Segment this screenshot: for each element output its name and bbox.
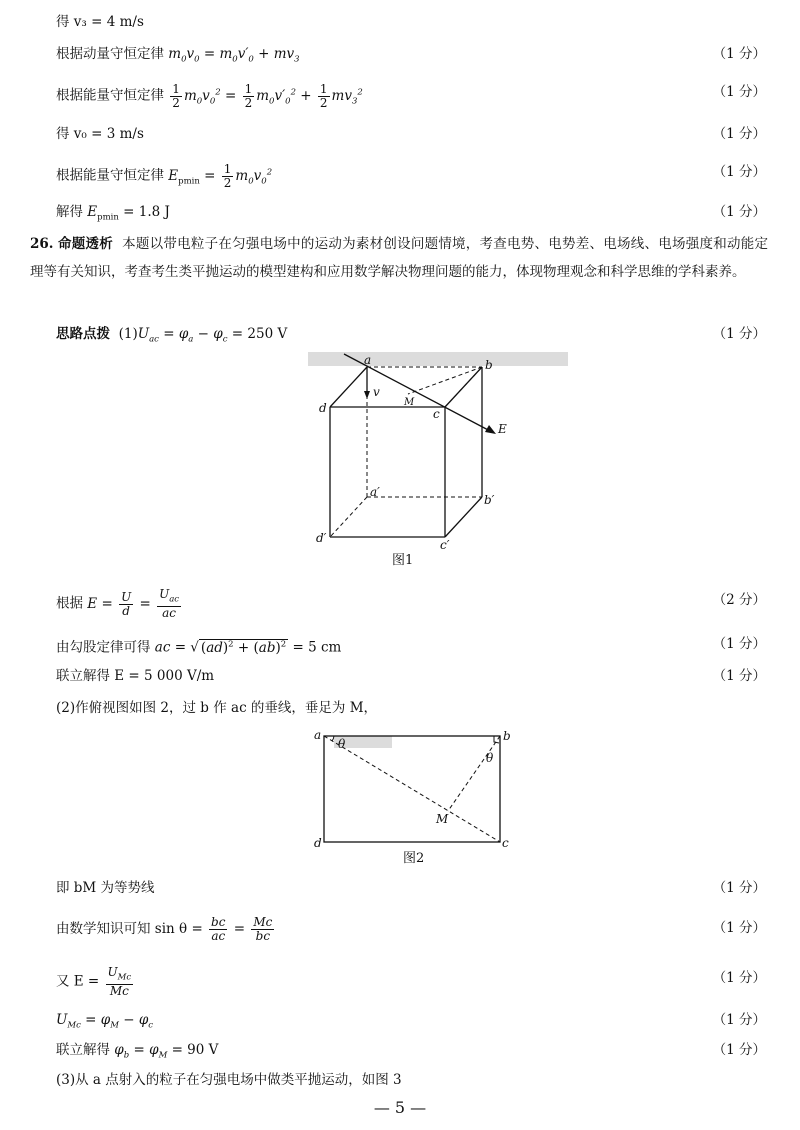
perpendicular-bM — [448, 736, 500, 811]
right-angle-mark — [494, 736, 499, 743]
line-text: (2)作俯视图如图 2，过 b 作 ac 的垂线，垂足为 M， — [56, 700, 378, 716]
score: （1 分） — [712, 1012, 766, 1028]
intro-text: 本题以带电粒子在匀强电场中的运动为素材创设问题情境，考查电势、电势差、电场线、电场强度和动能定理等有关知识，考查考生类平抛运动的模型建构和应用数学解决物理问题的能力，体现物理观念和科学思维的学科素养。 — [30, 236, 769, 280]
answer-line — [56, 696, 766, 720]
answer-line — [56, 322, 766, 346]
answer-line — [56, 1008, 766, 1032]
score: （1 分） — [712, 636, 766, 652]
label-M: M — [404, 397, 415, 408]
answer-line — [56, 1068, 766, 1092]
score: （1 分） — [712, 126, 766, 142]
formula: $\frac{1}{2}$ $m_0v_0^2$ = $\frac{1}{2}$ $m_0v'_0^2$ + $\frac{1}{2}$ $mv_3^2$ — [172, 81, 363, 110]
edge-a2d2 — [330, 497, 367, 537]
label-a2: a′ — [370, 485, 380, 499]
label-a: a — [364, 353, 372, 367]
label-theta-b: θ — [486, 751, 494, 765]
label-d: d — [314, 836, 322, 850]
label-a: a — [314, 728, 322, 742]
label-d: d — [319, 401, 327, 415]
answer-line — [56, 122, 766, 146]
line-text: 得 v₃ = 4 m/s — [56, 14, 144, 30]
line-text: 根据动量守恒定律 — [56, 46, 169, 62]
answer-line — [56, 200, 766, 224]
diagonal-ac — [324, 736, 500, 842]
answer-line — [56, 915, 766, 943]
section-label: 思路点拨 — [56, 326, 110, 342]
formula: $\varphi_b = \varphi_M = 90$ V — [114, 1042, 219, 1061]
line-text: 联立解得 E = 5 000 V/m — [56, 668, 215, 684]
label-c: c — [502, 836, 509, 850]
answer-line — [56, 965, 766, 999]
line-text: 即 bM 为等势线 — [56, 880, 155, 896]
formula: $E_{pmin}$ = $\frac{1}{2}$ $m_0v_0^2$ — [168, 161, 273, 190]
score: （1 分） — [712, 920, 766, 936]
label-c2: c′ — [440, 538, 450, 552]
scan-band — [308, 352, 568, 366]
figure-caption: 图1 — [392, 553, 414, 567]
answer-line — [56, 10, 766, 34]
perpendicular-bM — [408, 367, 482, 394]
label-c: c — [433, 407, 440, 421]
score: （1 分） — [712, 164, 766, 180]
label-b: b — [503, 729, 511, 743]
arrow-E-icon — [485, 425, 496, 434]
figure-2-top-view — [310, 726, 525, 871]
line-text: 根据能量守恒定律 — [56, 87, 169, 104]
line-text: (3)从 a 点射入的粒子在匀强电场中做类平抛运动，如图 3 — [56, 1072, 402, 1088]
part-number: (1) — [118, 326, 138, 342]
answer-line — [56, 42, 766, 66]
answer-line — [56, 664, 766, 688]
score: （1 分） — [712, 204, 766, 220]
line-text: 由勾股定律可得 — [56, 639, 155, 656]
answer-line — [56, 632, 766, 656]
answer-line — [56, 587, 766, 621]
score: （1 分） — [712, 668, 766, 684]
figure-1-cube — [300, 352, 570, 567]
answer-line — [56, 876, 766, 900]
formula: $U_{ac} = \varphi_a - \varphi_c = 250$ V — [137, 326, 288, 345]
answer-line — [56, 160, 766, 190]
label-b: b — [485, 358, 493, 372]
score: （1 分） — [712, 1042, 766, 1058]
figure-caption: 图2 — [403, 851, 425, 866]
label-E: E — [498, 422, 507, 436]
question-number: 26. — [30, 236, 54, 252]
line-text: 根据能量守恒定律 — [56, 167, 169, 184]
score: （1 分） — [712, 326, 766, 342]
edge-c2b2 — [445, 497, 482, 537]
score: （1 分） — [712, 880, 766, 896]
label-theta-a: θ — [338, 737, 346, 751]
label-b2: b′ — [484, 493, 495, 507]
page-number: — 5 — — [373, 1098, 427, 1117]
score: （1 分） — [712, 46, 766, 62]
formula: $U_{Mc} = \varphi_M - \varphi_c$ — [56, 1012, 154, 1031]
line-text: 根据 — [56, 595, 88, 612]
answer-line — [56, 1038, 766, 1062]
line-text: 又 E = — [56, 973, 104, 990]
label-M: M — [436, 812, 449, 826]
formula: $m_0v_0 = m_0v'_0 + mv_3$ — [168, 46, 300, 65]
line-text: 由数学知识可知 sin θ = — [56, 921, 208, 937]
formula: $\frac{U_{Mc}}{Mc}$ — [107, 965, 132, 999]
formula: ac = √ (ad)$^2$ + (ab)$^2$ = 5 cm — [154, 639, 342, 656]
formula: $E_{pmin} = 1.8$ J — [87, 204, 170, 223]
answer-line — [56, 80, 766, 110]
formula: $\frac{bc}{ac}$ = $\frac{Mc}{bc}$ — [211, 915, 273, 943]
arrow-v-icon — [364, 391, 370, 399]
label-v: v — [373, 385, 380, 399]
line-text: 联立解得 — [56, 1042, 115, 1058]
question-intro — [30, 230, 768, 286]
label-d2: d′ — [316, 531, 327, 545]
formula: E = $\frac{U}{d}$ = $\frac{U_{ac}}{ac}$ — [87, 587, 180, 621]
angle-arc-a — [332, 736, 334, 741]
score: （1 分） — [712, 84, 766, 100]
score: （1 分） — [712, 970, 766, 986]
score: （2 分） — [712, 592, 766, 608]
edge-da — [330, 367, 367, 407]
line-text: 得 v₀ = 3 m/s — [56, 126, 144, 142]
section-label: 命题透析 — [58, 236, 114, 252]
line-text: 解得 — [56, 204, 88, 220]
